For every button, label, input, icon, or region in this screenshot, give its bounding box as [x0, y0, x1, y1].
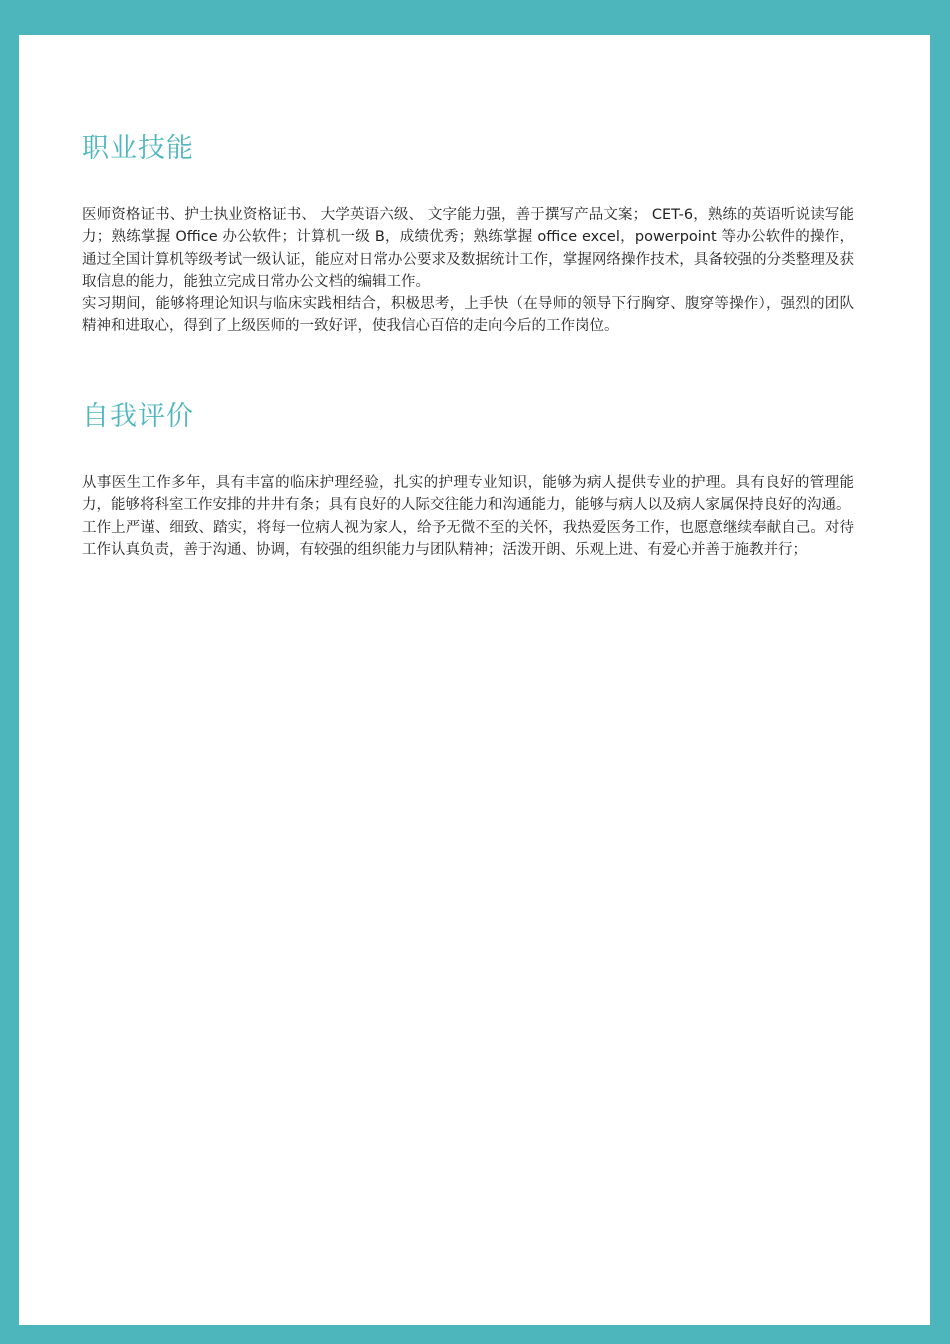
resume-page [19, 35, 930, 1325]
section-title-self-evaluation: 自我评价 [82, 401, 194, 432]
self-evaluation-paragraph-attitude: 工作上严谨、细致、踏实，将每一位病人视为家人，给予无微不至的关怀，我热爱医务工作，也愿意继续奉献自己。对待工作认真负责，善于沟通、协调，有较强的组织能力与团队精神；活泼开朗、乐观上进、有爱心并善于施教并行； [82, 519, 854, 558]
section-title-professional-skills: 职业技能 [82, 133, 194, 164]
section-self-evaluation [82, 399, 854, 561]
section-body-self-evaluation [82, 472, 854, 561]
skills-paragraph-certificates: 医师资格证书、护士执业资格证书、 大学英语六级、 文字能力强，善于撰写产品文案； CET-6，熟练的英语听说读写能力；熟练掌握 Office 办公软件；计算机一级 B，成绩优秀；熟练掌握 office excel，powerpoint 等办公软件的操作，通过全国计算机等级考试一级认证，能应对日常办公要求及数据统计工作，掌握网络操作技术，具备较强的分类整理及获取信息的能力，能独立完成日常办公文档的编辑工作。 [82, 207, 854, 290]
self-evaluation-paragraph-experience: 从事医生工作多年，具有丰富的临床护理经验，扎实的护理专业知识，能够为病人提供专业的护理。具有良好的管理能力，能够将科室工作安排的井井有条；具有良好的人际交往能力和沟通能力，能够与病人以及病人家属保持良好的沟通。 [82, 475, 854, 514]
skills-paragraph-internship: 实习期间，能够将理论知识与临床实践相结合，积极思考，上手快（在导师的领导下行胸穿、腹穿等操作），强烈的团队精神和进取心，得到了上级医师的一致好评，使我信心百倍的走向今后的工作岗位。 [82, 296, 854, 335]
section-professional-skills [82, 131, 854, 338]
section-body-professional-skills [82, 204, 854, 338]
